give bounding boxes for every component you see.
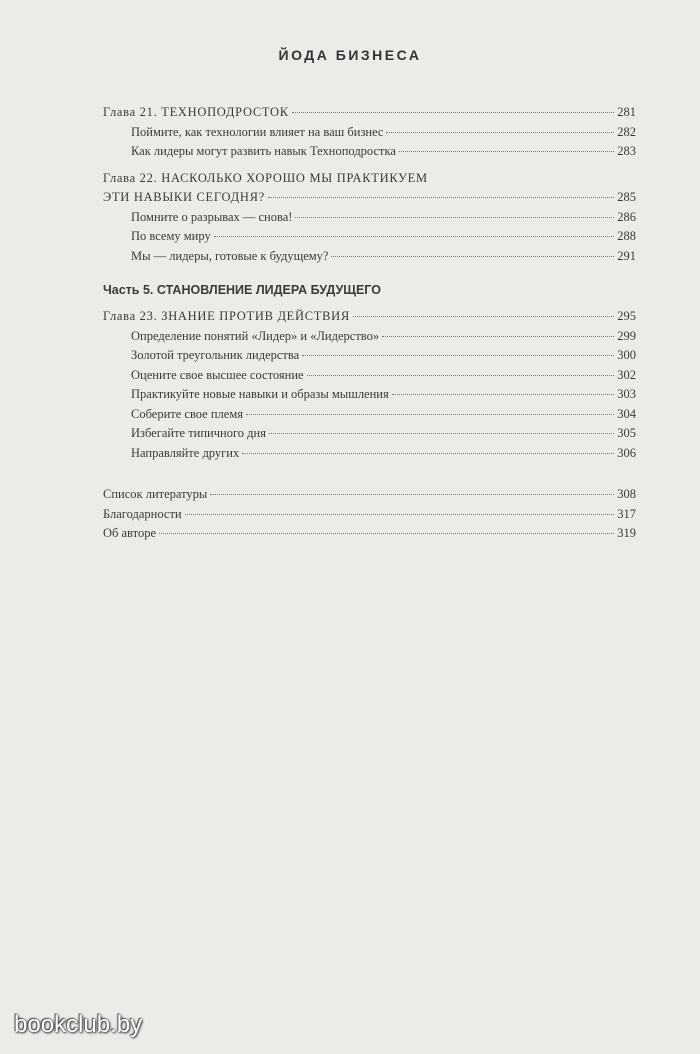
toc-entry-label: Как лидеры могут развить навык Техноподростка — [131, 144, 396, 158]
toc-entry-label: Практикуйте новые навыки и образы мышления — [131, 387, 389, 401]
dot-leader — [382, 335, 614, 337]
toc-entry-label: Поймите, как технологии влияет на ваш бизнес — [131, 124, 384, 139]
toc-entry-label: Определение понятий «Лидер» и «Лидерство» — [131, 328, 380, 343]
toc-entry — [103, 346, 636, 366]
toc-entry-label: Список литературы — [103, 487, 208, 501]
toc-page-number: 286 — [617, 209, 636, 224]
toc-chapter-title: Глава 22. НАСКОЛЬКО ХОРОШО МЫ ПРАКТИКУЕМ — [103, 170, 428, 185]
toc-entry-label: Помните о разрывах — снова! — [131, 209, 293, 224]
toc-entry — [103, 123, 636, 143]
toc-entry-label: Мы — лидеры, готовые к будущему? — [131, 248, 329, 263]
dot-leader — [295, 216, 614, 218]
toc-page-number: 288 — [617, 229, 636, 243]
toc-chapter-22-line1 — [103, 169, 636, 189]
dot-leader — [307, 374, 615, 376]
dot-leader — [399, 150, 614, 152]
dot-leader — [269, 432, 614, 434]
toc-page-number: 295 — [617, 309, 636, 323]
dot-leader — [392, 393, 615, 395]
watermark-logo: bookclub.by — [14, 1011, 143, 1038]
toc-about-author — [103, 524, 636, 544]
dot-leader — [386, 131, 614, 133]
toc-acknowledgements — [103, 505, 636, 525]
toc-page-number: 300 — [617, 348, 636, 362]
toc-part-heading: Часть 5. СТАНОВЛЕНИЕ ЛИДЕРА БУДУЩЕГО — [103, 283, 381, 297]
toc-page-number: 305 — [617, 426, 636, 440]
toc-page-number: 304 — [617, 406, 636, 421]
toc-page-number: 291 — [617, 248, 636, 263]
dot-leader — [242, 452, 614, 454]
toc-chapter-23 — [103, 307, 636, 327]
toc-entry-label: Соберите свое племя — [131, 406, 243, 421]
toc-page-number: 319 — [617, 526, 636, 540]
toc-entry — [103, 208, 636, 228]
toc-chapter-title: Глава 21. ТЕХНОПОДРОСТОК — [103, 105, 289, 119]
toc-entry-label: Оцените свое высшее состояние — [131, 367, 304, 382]
toc-chapter-title: Глава 23. ЗНАНИЕ ПРОТИВ ДЕЙСТВИЯ — [103, 309, 350, 323]
dot-leader — [292, 111, 614, 113]
toc-entry — [103, 327, 636, 347]
dot-leader — [331, 255, 614, 257]
toc-page-number: 285 — [617, 190, 636, 204]
toc-chapter-22-line2 — [103, 188, 636, 208]
toc-entry-label: Направляйте других — [131, 445, 240, 460]
toc-page-number: 299 — [617, 328, 636, 343]
toc-page-number: 282 — [617, 124, 636, 139]
toc-entry — [103, 385, 636, 405]
table-of-contents — [103, 103, 636, 544]
dot-leader — [353, 315, 614, 317]
toc-page-number: 281 — [617, 105, 636, 119]
toc-entry — [103, 444, 636, 464]
dot-leader — [246, 413, 614, 415]
toc-entry-label: По всему миру — [131, 229, 211, 243]
toc-page-number: 283 — [617, 144, 636, 158]
toc-page-number: 317 — [617, 506, 636, 521]
toc-entry — [103, 424, 636, 444]
toc-entry-label: Благодарности — [103, 506, 182, 521]
toc-entry — [103, 405, 636, 425]
dot-leader — [210, 493, 614, 495]
toc-page-number: 303 — [617, 387, 636, 401]
toc-entry-label: Золотой треугольник лидерства — [131, 348, 300, 362]
dot-leader — [185, 513, 615, 515]
toc-chapter-title-continued: ЭТИ НАВЫКИ СЕГОДНЯ? — [103, 190, 265, 204]
toc-entry-label: Об авторе — [103, 526, 156, 540]
toc-entry — [103, 142, 636, 162]
running-head: ЙОДА БИЗНЕСА — [278, 47, 422, 63]
toc-chapter-21 — [103, 103, 636, 123]
toc-bibliography — [103, 485, 636, 505]
toc-page-number: 306 — [617, 445, 636, 460]
toc-entry-label: Избегайте типичного дня — [131, 426, 266, 440]
toc-entry — [103, 247, 636, 267]
dot-leader — [268, 196, 614, 198]
dot-leader — [214, 235, 615, 237]
toc-entry — [103, 366, 636, 386]
dot-leader — [302, 354, 614, 356]
dot-leader — [159, 532, 614, 534]
toc-entry — [103, 227, 636, 247]
toc-page-number: 302 — [617, 367, 636, 382]
toc-page-number: 308 — [617, 487, 636, 501]
